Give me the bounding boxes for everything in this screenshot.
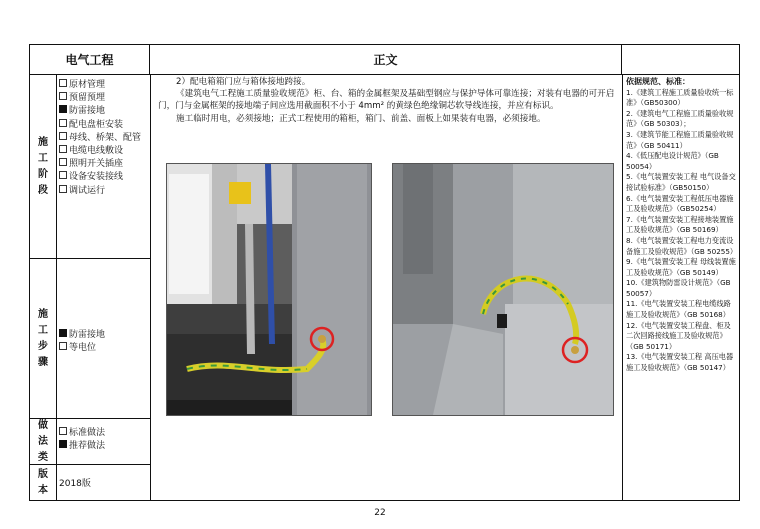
version-label: 版 本 — [30, 465, 57, 500]
stage-section — [30, 75, 150, 259]
checkbox-icon — [59, 132, 67, 140]
header-category: 电气工程 — [30, 45, 150, 75]
refs-title: 依据规范、标准： — [626, 77, 690, 86]
checklist-item[interactable]: 等电位 — [59, 342, 148, 355]
version-value: 2018版 — [59, 479, 91, 489]
checklist-item[interactable]: 照明开关插座 — [59, 158, 148, 171]
checklist-item[interactable]: 预留预埋 — [59, 92, 148, 105]
checkbox-icon — [59, 79, 67, 87]
step-list — [59, 329, 148, 355]
checklist-item[interactable]: 母线、桥架、配管 — [59, 132, 148, 145]
ref-item: 8.《电气装置安装工程电力变流设备施工及验收规范》（GB 50255） — [626, 235, 738, 256]
ref-item: 3.《建筑节能工程施工质量验收规范》（GB 50411） — [626, 129, 734, 150]
checkbox-checked-icon — [59, 329, 67, 337]
ref-item: 2.《建筑电气工程施工质量验收规范》（GB 50303）； — [626, 108, 734, 129]
ref-item: 13.《电气装置安装工程 高压电器施工及验收规范》（GB 50147） — [626, 352, 734, 373]
body-content — [152, 76, 620, 125]
checkbox-icon — [59, 158, 67, 166]
checkbox-icon — [59, 145, 67, 153]
stage-label: 施 工 阶 段 — [30, 75, 57, 258]
reference-standards — [626, 77, 737, 374]
page-number: 22 — [374, 508, 386, 518]
ref-item: 9.《电气装置安装工程 母线装置施工及验收规范》（GB 50149） — [626, 257, 736, 277]
checklist-item[interactable]: 防雷接地 — [59, 105, 148, 118]
step-label: 施 工 步 骤 — [30, 259, 57, 418]
ref-item: 6.《电气装置安装工程低压电器施工及验收规范》（GB50254） — [626, 193, 734, 214]
checklist-item[interactable]: 调试运行 — [59, 185, 148, 198]
body-heading: 2）配电箱箱门应与箱体接地跨接。 — [176, 77, 311, 87]
content-table — [29, 44, 740, 501]
checkbox-icon — [59, 171, 67, 179]
body-paragraph: 施工临时用电，必须接地；正式工程使用的箱柜，箱门、前盖、面板上如果装有电器，必须接地。 — [176, 113, 546, 124]
method-label: 做 法 类 — [30, 419, 57, 464]
photo-door-jumper-wire — [392, 163, 614, 416]
checkbox-checked-icon — [59, 440, 67, 448]
header-refs — [622, 45, 739, 75]
checkbox-icon — [59, 427, 67, 435]
checklist-item[interactable]: 配电盘柜安装 — [59, 119, 148, 132]
body-text — [152, 76, 620, 125]
checkbox-icon — [59, 185, 67, 193]
stage-list — [59, 79, 148, 198]
checklist-item[interactable]: 推荐做法 — [59, 440, 148, 453]
checkbox-icon — [59, 92, 67, 100]
ref-item: 7.《电气装置安装工程接地装置施工及验收规范》（GB 50169） — [626, 214, 734, 235]
column-divider — [622, 75, 623, 500]
step-section — [30, 259, 150, 419]
door-jumper-photo-image — [393, 164, 613, 415]
photo-cabinet-door-ground — [166, 163, 372, 416]
ref-item: 10.《建筑物防雷设计规范》（GB 50057） — [626, 278, 731, 298]
version-section — [30, 465, 150, 500]
ref-item: 5.《电气装置安装工程 电气设备交接试验标准》（GB50150） — [626, 172, 736, 192]
checkbox-icon — [59, 342, 67, 350]
ref-item: 12.《电气装置安装工程盘、柜及二次回路接线施工及验收规范》（GB 50171） — [626, 320, 731, 351]
checklist-item[interactable]: 标准做法 — [59, 427, 148, 440]
method-list — [59, 427, 148, 453]
header-body: 正文 — [150, 45, 622, 75]
checklist-item[interactable]: 设备安装接线 — [59, 171, 148, 184]
column-divider — [150, 75, 151, 500]
checklist-item[interactable]: 防雷接地 — [59, 329, 148, 342]
ref-item: 11.《电气装置安装工程电缆线路施工及验收规范》（GB 50168） — [626, 299, 731, 320]
checkbox-icon — [59, 119, 67, 127]
method-section — [30, 419, 150, 465]
checklist-item[interactable]: 电缆电线敷设 — [59, 145, 148, 158]
body-paragraph: 《建筑电气工程施工质量验收规范》柜、台、箱的金属框架及基础型钢应与保护导体可靠连接；对装有电器的可开启门，门与金属框架的接地端子间应选用截面积不小于 4mm² 的黄绿色绝缘铜芯软导线连接，并应有标识。 — [158, 89, 615, 112]
checklist-item[interactable]: 原材管理 — [59, 79, 148, 92]
ref-item: 4.《低压配电设计规范》（GB 50054） — [626, 151, 719, 171]
checkbox-checked-icon — [59, 105, 67, 113]
ref-item: 1.《建筑工程施工质量验收统一标准》（GB50300） — [626, 87, 734, 108]
cabinet-ground-photo-image — [167, 164, 371, 415]
